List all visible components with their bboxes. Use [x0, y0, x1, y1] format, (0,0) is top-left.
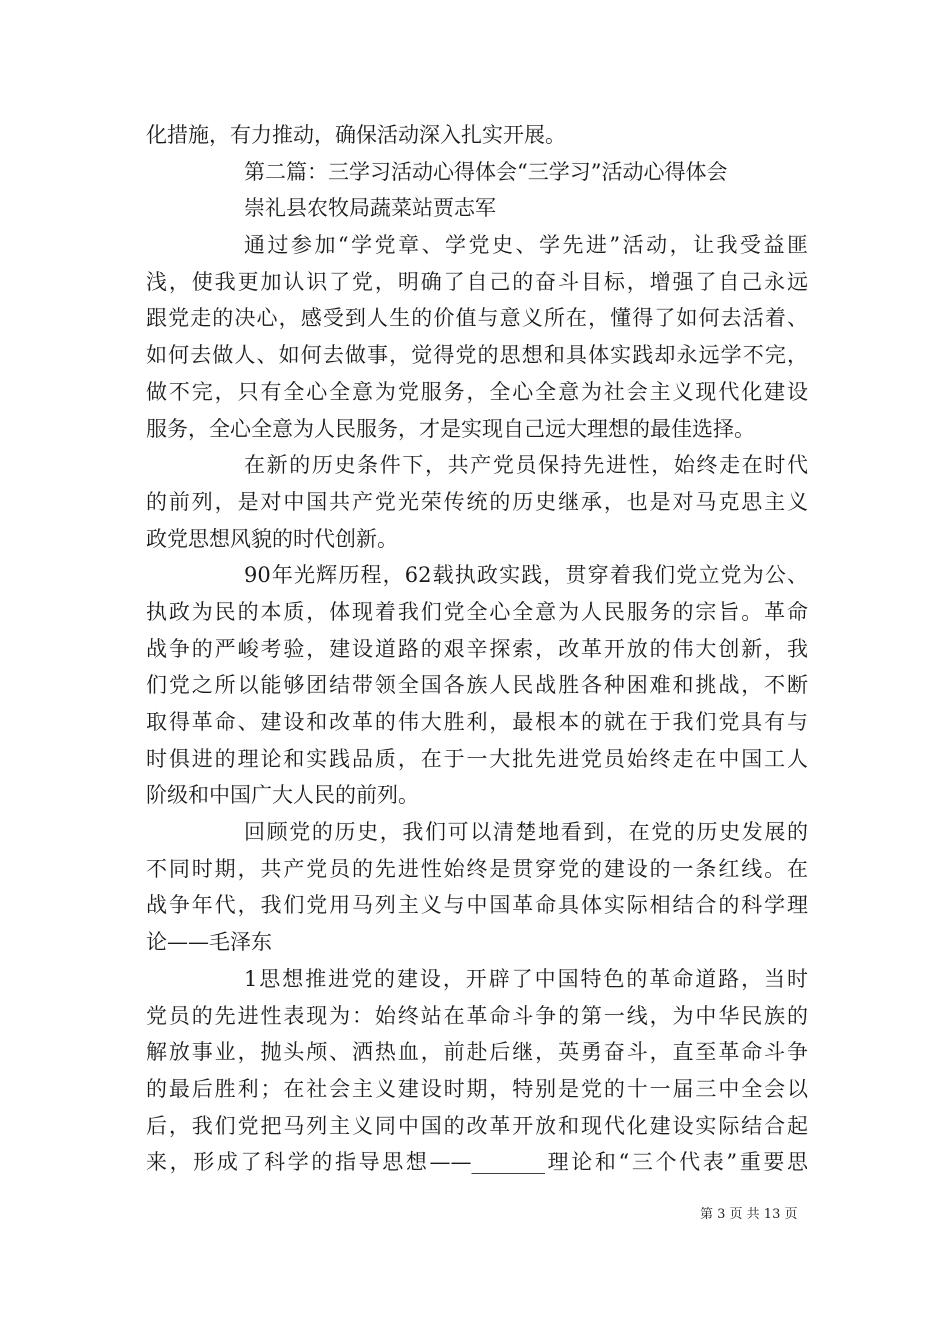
- text-line: 90年光辉历程，62载执政实践，贯穿着我们党立党为公、: [244, 563, 808, 588]
- page-number-footer: 第 3 页 共 13 页: [700, 1207, 798, 1222]
- text-line: 做不完，只有全心全意为党服务，全心全意为社会主义现代化建设: [146, 379, 808, 404]
- section-title: 第二篇：三学习活动心得体会“三学习”活动心得体会: [244, 159, 728, 184]
- text-line: 时俱进的理论和实践品质，在于一大批先进党员始终走在中国工人: [146, 746, 808, 771]
- text-line: 战争的严峻考验，建设道路的艰辛探索，改革开放的伟大创新，我: [146, 636, 808, 661]
- text-line: 阶级和中国广大人民的前列。: [146, 783, 419, 808]
- text-line: 回顾党的历史，我们可以清楚地看到，在党的历史发展的: [244, 820, 808, 845]
- text-line: 浅，使我更加认识了党，明确了自己的奋斗目标，增强了自己永远: [146, 269, 808, 294]
- text-line: 化措施，有力推动，确保活动深入扎实开展。: [146, 123, 566, 147]
- text-line: 1思想推进党的建设，开辟了中国特色的革命道路，当时: [244, 966, 808, 991]
- document-body: [146, 117, 808, 1181]
- text-line: 战争年代，我们党用马列主义与中国革命具体实际相结合的科学理: [146, 893, 808, 918]
- text-line: 服务，全心全意为人民服务，才是实现自己远大理想的最佳选择。: [146, 416, 755, 441]
- author-line: 崇礼县农牧局蔬菜站贾志军: [244, 196, 496, 221]
- text-line: 论——毛泽东: [146, 930, 272, 955]
- text-line: 跟党走的决心，感受到人生的价值与意义所在，懂得了如何去活着、: [146, 306, 808, 331]
- text-line: 如何去做人、如何去做事，觉得党的思想和具体实践却永远学不完，: [146, 343, 808, 368]
- text-line: 不同时期，共产党员的先进性始终是贯穿党的建设的一条红线。在: [146, 856, 808, 881]
- text-line: 的前列，是对中国共产党光荣传统的历史继承，也是对马克思主义: [146, 489, 808, 514]
- text-line: 取得革命、建设和改革的伟大胜利，最根本的就在于我们党具有与: [146, 710, 808, 734]
- text-line: 后，我们党把马列主义同中国的改革开放和现代化建设实际结合起: [146, 1113, 808, 1138]
- text-line: 们党之所以能够团结带领全国各族人民战胜各种困难和挑战，不断: [146, 673, 808, 698]
- text-line: 的最后胜利；在社会主义建设时期，特别是党的十一届三中全会以: [146, 1076, 808, 1101]
- text-line: 来，形成了科学的指导思想——_______理论和“三个代表”重要思: [146, 1150, 808, 1175]
- text-line: 通过参加“学党章、学党史、学先进”活动，让我受益匪: [244, 233, 808, 258]
- text-line: 政党思想风貌的时代创新。: [146, 526, 398, 551]
- text-line: 党员的先进性表现为：始终站在革命斗争的第一线，为中华民族的: [146, 1003, 808, 1028]
- text-line: 解放事业，抛头颅、洒热血，前赴后继，英勇奋斗，直至革命斗争: [146, 1040, 808, 1065]
- text-line: 在新的历史条件下，共产党员保持先进性，始终走在时代: [244, 453, 808, 478]
- text-line: 执政为民的本质，体现着我们党全心全意为人民服务的宗旨。革命: [146, 599, 808, 624]
